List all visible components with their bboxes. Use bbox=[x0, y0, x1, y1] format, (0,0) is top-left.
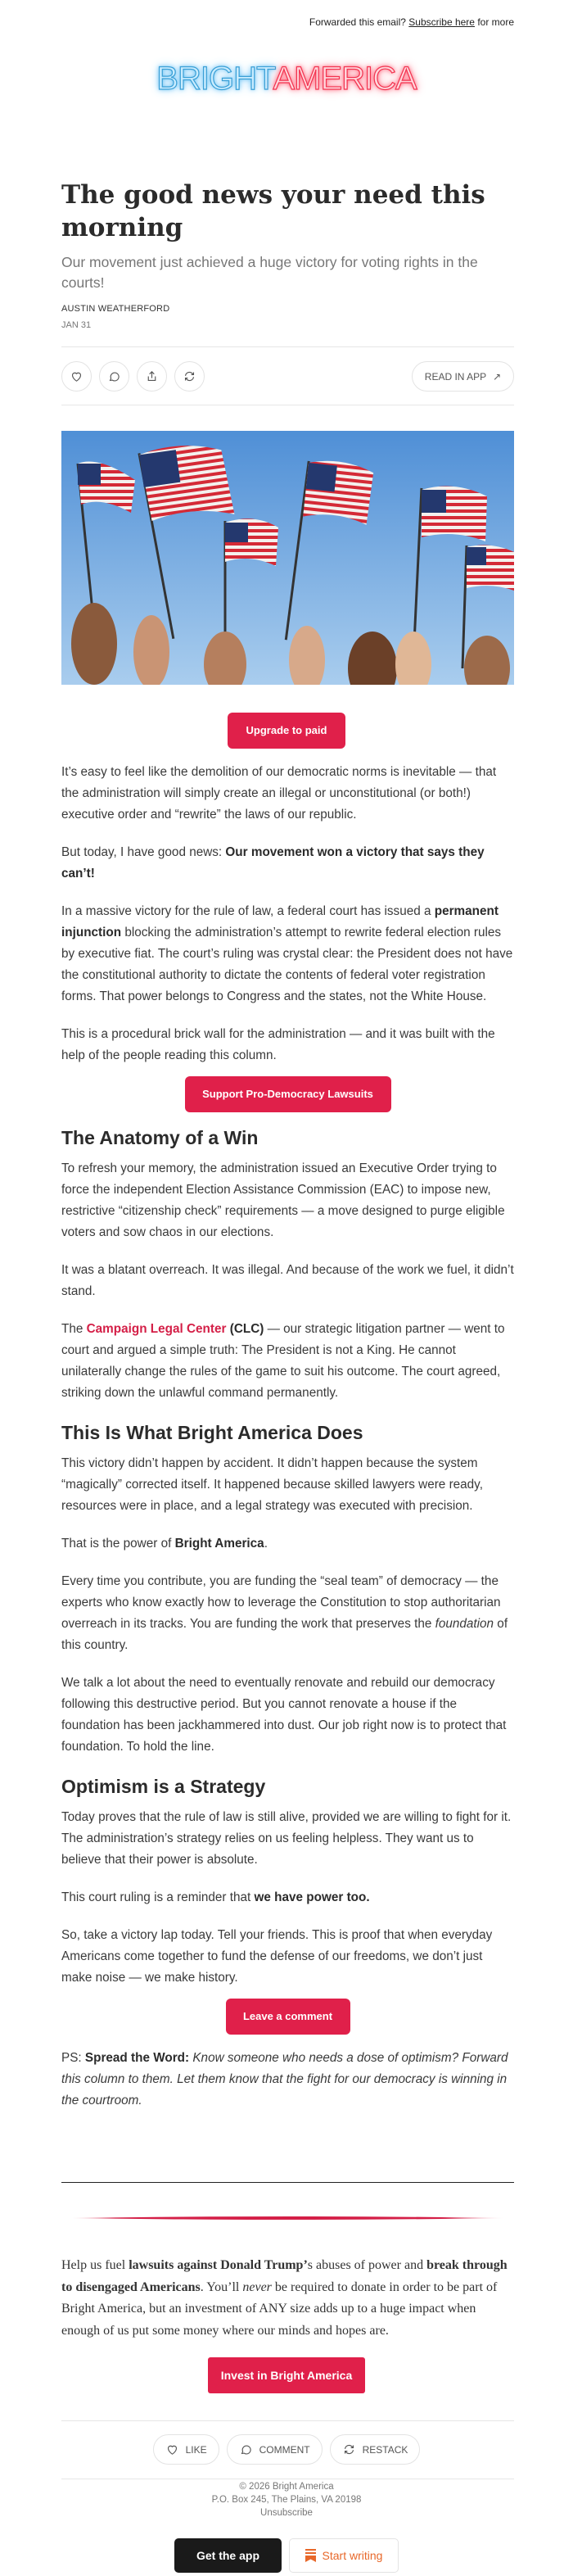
bold-text: (CLC) bbox=[226, 1322, 264, 1336]
text: This court ruling is a reminder that bbox=[61, 1890, 255, 1904]
paragraph bbox=[61, 1571, 514, 1656]
arrow-up-right-icon: ↗ bbox=[493, 370, 502, 383]
paragraph bbox=[61, 1533, 514, 1555]
paragraph: To refresh your memory, the administration issued an Executive Order trying to force the independent Election Assistance Commission (EAC) to impose new, restrictive “citizenship check” requirements — a move designed to purge eligible voters and sow chaos in our elections. bbox=[61, 1161, 505, 1239]
address: P.O. Box 245, The Plains, VA 20198 bbox=[211, 2495, 362, 2505]
heart-icon bbox=[165, 2442, 179, 2456]
post-date: JAN 31 bbox=[61, 320, 92, 330]
text: . You’ll bbox=[200, 2279, 243, 2294]
forwarded-notice bbox=[309, 16, 514, 28]
text: be required to donate in order to be part of Bright America, but an investment of ANY size adds up to a huge impact when enough of us put some money where our minds and hopes are. bbox=[61, 2279, 498, 2338]
paragraph bbox=[61, 842, 514, 885]
text: The bbox=[61, 1322, 87, 1336]
forwarded-text: Forwarded this email? bbox=[309, 16, 409, 28]
text: . bbox=[264, 1537, 268, 1551]
restack-icon bbox=[183, 369, 196, 383]
footer-buttons bbox=[0, 2538, 573, 2573]
start-writing-label: Start writing bbox=[322, 2549, 383, 2562]
text: — our strategic litigation partner — went to court and argued a simple truth: The President is not a King. He cannot unilaterally change the rules of the game to suit his outcome. The court agreed, striking down the unlawful command permanently. bbox=[61, 1322, 505, 1400]
text: blocking the administration’s attempt to rewrite federal election rules by executive fiat. The court’s ruling was crystal clear: the President does not have the constitutional authority to dictate the contents of federal voter registration forms. That power belongs to Congress and the states, not the White House. bbox=[61, 926, 513, 1003]
share-icon bbox=[145, 369, 159, 383]
logo-bright: BRIGHT bbox=[156, 61, 273, 97]
paragraph bbox=[61, 901, 514, 1007]
italic-text: never bbox=[242, 2279, 272, 2294]
read-in-app-button[interactable] bbox=[412, 361, 514, 392]
paragraph: It was a blatant overreach. It was illegal. And because of the work we fuel, it didn’t stand. bbox=[61, 1263, 514, 1298]
support-lawsuits-button[interactable]: Support Pro-Democracy Lawsuits bbox=[185, 1076, 391, 1112]
paragraph: It’s easy to feel like the demolition of our democratic norms is inevitable — that the administration will simply create an illegal or unconstitutional (or both!) executive order and “rewrite” the laws of our republic. bbox=[61, 765, 497, 822]
like-button[interactable] bbox=[153, 2434, 219, 2465]
like-label: LIKE bbox=[185, 2443, 207, 2456]
section-heading: Optimism is a Strategy bbox=[61, 1776, 266, 1797]
text: s abuses of power and bbox=[307, 2258, 427, 2272]
paragraph: This is a procedural brick wall for the administration — and it was built with the help of the people reading this column. bbox=[61, 1027, 495, 1062]
heart-icon bbox=[70, 369, 83, 383]
substack-icon bbox=[305, 2549, 316, 2562]
footer bbox=[0, 2480, 573, 2519]
text: That is the power of bbox=[61, 1537, 175, 1551]
upgrade-to-paid-button[interactable]: Upgrade to paid bbox=[228, 713, 345, 749]
bold-text: Bright America bbox=[174, 1537, 264, 1551]
paragraph bbox=[61, 1887, 514, 1908]
restack-button[interactable] bbox=[174, 361, 205, 392]
paragraph: Today proves that the rule of law is still alive, provided we are willing to fight for it. The administration’s strategy relies on us feeling helpless. They want us to believe that their power is absolute. bbox=[61, 1810, 512, 1867]
ps-paragraph bbox=[61, 2048, 514, 2112]
italic-text: foundation bbox=[435, 1617, 494, 1631]
post-title[interactable]: The good news your need this morning bbox=[61, 180, 485, 242]
unsubscribe-link[interactable]: Unsubscribe bbox=[260, 2508, 313, 2518]
restack-button[interactable] bbox=[330, 2434, 421, 2465]
leave-comment-button[interactable]: Leave a comment bbox=[226, 1999, 350, 2035]
paragraph bbox=[61, 1319, 514, 1404]
paragraph: We talk a lot about the need to eventually renovate and rebuild our democracy following this destructive period. But you cannot renovate a house if the foundation has been jackhammered into dust. Our job right now is to protect that foundation. To hold the line. bbox=[61, 1676, 507, 1754]
paragraph: This victory didn’t happen by accident. It didn’t happen because the system “magically” corrected itself. It happened because skilled lawyers were ready, resources were in place, and a legal strategy was executed with precision. bbox=[61, 1456, 483, 1513]
post-body bbox=[61, 762, 514, 2128]
bold-text: Spread the Word: bbox=[84, 2051, 190, 2065]
text: PS: bbox=[61, 2051, 85, 2065]
section-heading: The Anatomy of a Win bbox=[61, 1127, 259, 1148]
post-actions bbox=[0, 2434, 573, 2465]
campaign-legal-center-link[interactable]: Campaign Legal Center bbox=[86, 1322, 227, 1336]
subscribe-link[interactable]: Subscribe here bbox=[408, 16, 475, 28]
get-the-app-button[interactable]: Get the app bbox=[174, 2538, 282, 2573]
flags-photo bbox=[61, 431, 514, 685]
divider bbox=[61, 346, 514, 347]
section-heading: This Is What Bright America Does bbox=[61, 1422, 363, 1443]
comment-button[interactable] bbox=[99, 361, 129, 392]
divider bbox=[61, 2420, 514, 2421]
paragraph: So, take a victory lap today. Tell your friends. This is proof that when everyday Americans come together to fund the defense of our freedoms, we don’t just make noise — we make history. bbox=[61, 1928, 493, 1985]
donation-appeal bbox=[61, 2255, 514, 2342]
restack-label: RESTACK bbox=[362, 2443, 408, 2456]
divider bbox=[61, 2182, 514, 2183]
text: Help us fuel bbox=[61, 2258, 129, 2272]
start-writing-button[interactable] bbox=[289, 2538, 399, 2573]
bold-text: Our movement won a victory that says they can’t! bbox=[61, 845, 485, 881]
bright-america-logo[interactable] bbox=[0, 61, 573, 97]
post-author[interactable]: AUSTIN WEATHERFORD bbox=[61, 304, 170, 314]
red-brush-divider bbox=[72, 2216, 506, 2221]
text: Every time you contribute, you are funding the “seal team” of democracy — the experts who know exactly how to leverage the Constitution to stop authoritarian overreach in its tracks. You are funding the work that preserves the bbox=[61, 1574, 501, 1631]
text: In a massive victory for the rule of law, a federal court has issued a bbox=[61, 904, 435, 918]
italic-text: Know someone who needs a dose of optimism? Forward this column to them. Let them know that the fight for our democracy is winning in the courtroom. bbox=[61, 2051, 508, 2107]
invest-button[interactable]: Invest in Bright America bbox=[208, 2357, 365, 2393]
comment-icon bbox=[107, 369, 121, 383]
copyright: © 2026 Bright America bbox=[239, 2482, 334, 2492]
bold-text: lawsuits against Donald Trump’ bbox=[129, 2258, 308, 2272]
logo-america: AMERICA bbox=[273, 61, 417, 97]
share-button[interactable] bbox=[137, 361, 167, 392]
bold-text: permanent injunction bbox=[61, 904, 499, 939]
comment-label: COMMENT bbox=[259, 2443, 310, 2456]
read-in-app-label: READ IN APP bbox=[424, 370, 487, 383]
hero-image-flags[interactable] bbox=[61, 431, 514, 685]
like-button[interactable] bbox=[61, 361, 92, 392]
comment-button[interactable] bbox=[227, 2434, 323, 2465]
post-subtitle: Our movement just achieved a huge victory for voting rights in the courts! bbox=[61, 254, 478, 291]
restack-icon bbox=[342, 2442, 356, 2456]
text: of this country. bbox=[61, 1617, 508, 1652]
comment-icon bbox=[239, 2442, 253, 2456]
bold-text: break through to disengaged Americans bbox=[61, 2258, 508, 2294]
text: But today, I have good news: bbox=[61, 845, 226, 859]
bold-text: we have power too. bbox=[254, 1890, 370, 1904]
forwarded-suffix: for more bbox=[474, 16, 514, 28]
